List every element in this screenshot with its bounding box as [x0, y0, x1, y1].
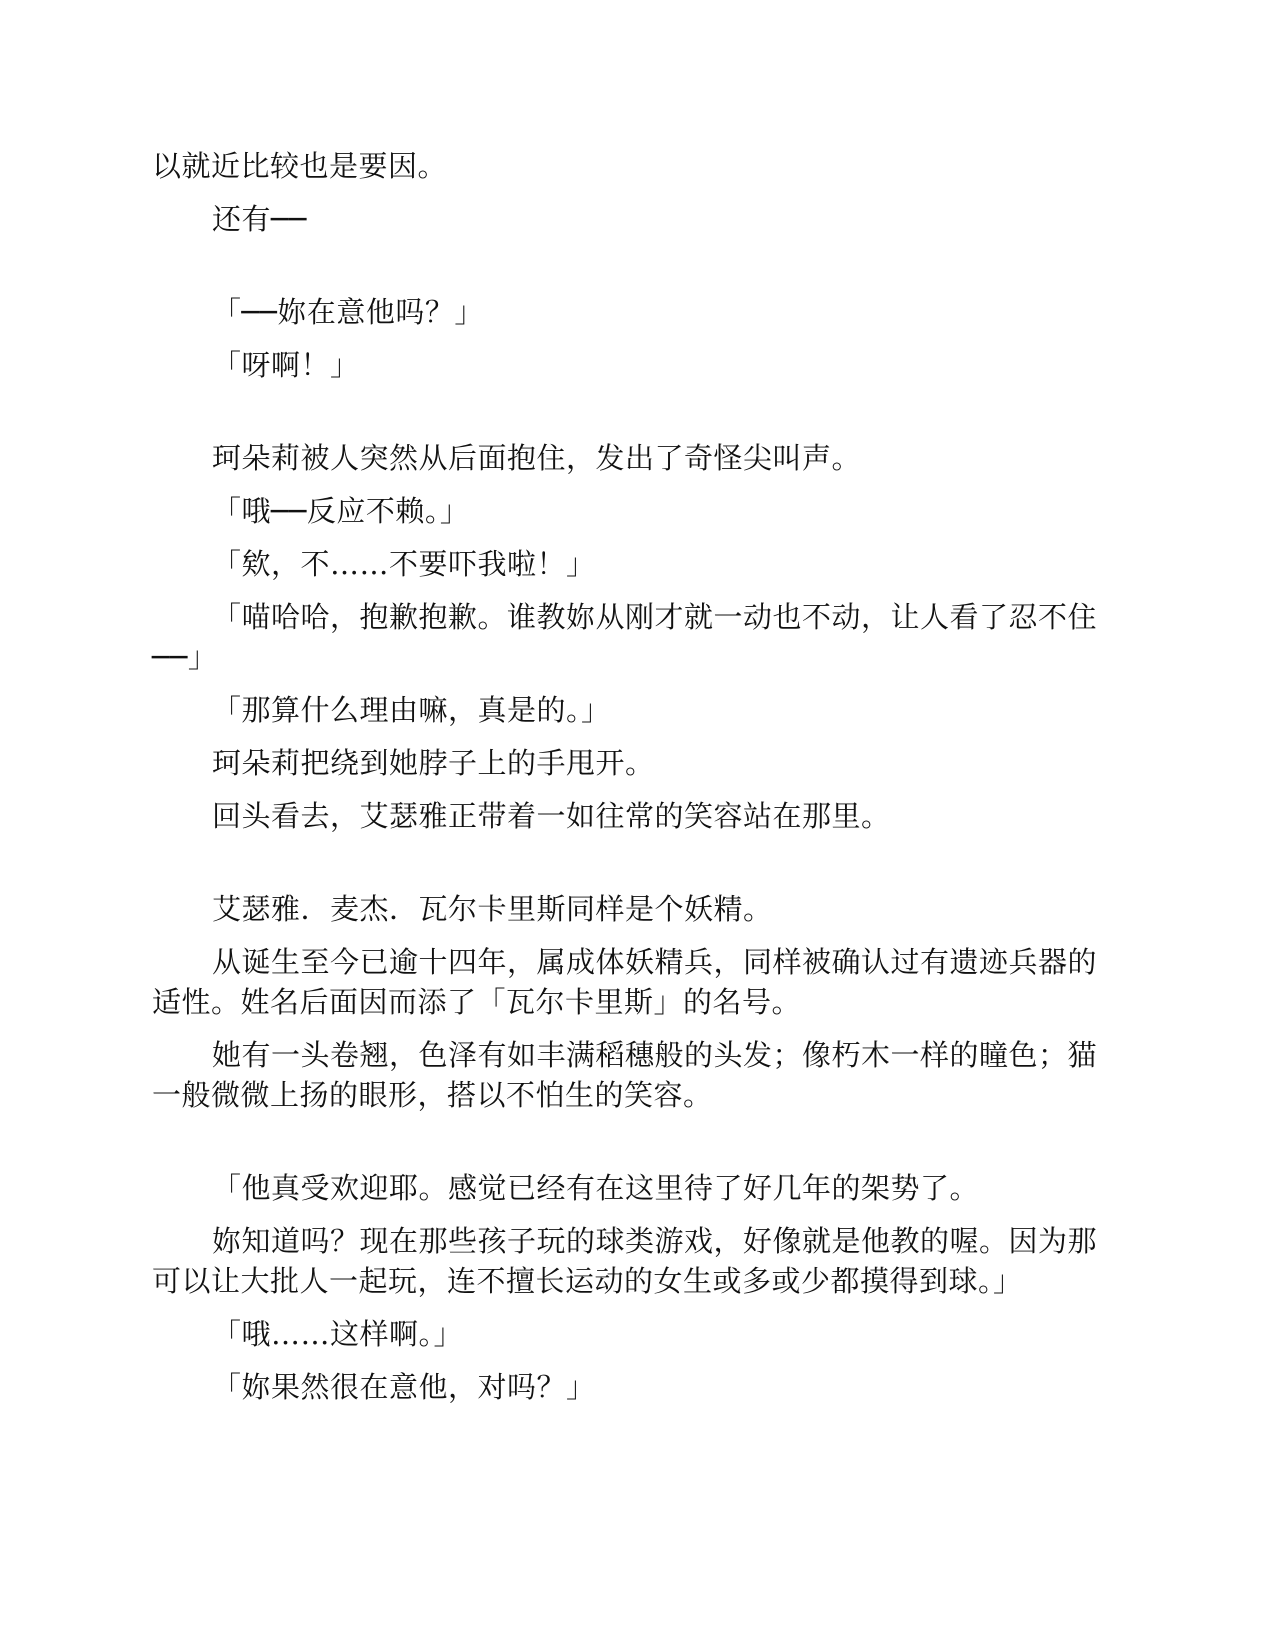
dialogue-line: 「那算什么理由嘛，真是的。」	[212, 693, 611, 727]
dialogue-line: 「──妳在意他吗？」	[212, 295, 484, 329]
section-break	[152, 239, 1120, 292]
section-break	[152, 836, 1120, 889]
dialogue-line: 「他真受欢迎耶。感觉已经有在这里待了好几年的架势了。	[212, 1171, 980, 1205]
dialogue-line: 「喵哈哈，抱歉抱歉。谁教妳从刚才就一动也不动，让人看了忍不住──」	[152, 600, 1098, 674]
dialogue-line: 「欸，不……不要吓我啦！」	[212, 547, 596, 581]
paragraph: 她有一头卷翘，色泽有如丰满稻穗般的头发；像朽木一样的瞳色；猫一般微微上扬的眼形，搭以不怕生的笑容。	[152, 1038, 1098, 1112]
dialogue-line: 「呀啊！」	[212, 348, 360, 382]
section-break	[152, 1115, 1120, 1168]
dialogue-line: 妳知道吗？现在那些孩子玩的球类游戏，好像就是他教的喔。因为那可以让大批人一起玩，连不擅长运动的女生或多或少都摸得到球。」	[152, 1224, 1098, 1298]
paragraph: 珂朵莉把绕到她脖子上的手甩开。	[212, 746, 655, 780]
dialogue-line: 「妳果然很在意他，对吗？」	[212, 1370, 596, 1404]
paragraph: 回头看去，艾瑟雅正带着一如往常的笑容站在那里。	[212, 799, 891, 833]
paragraph: 还有──	[212, 202, 307, 236]
paragraph: 从诞生至今已逾十四年，属成体妖精兵，同样被确认过有遗迹兵器的适性。姓名后面因而添了「瓦尔卡里斯」的名号。	[152, 945, 1098, 1019]
paragraph: 艾瑟雅．麦杰．瓦尔卡里斯同样是个妖精。	[212, 892, 773, 926]
body-text	[152, 146, 1120, 1407]
paragraph: 珂朵莉被人突然从后面抱住，发出了奇怪尖叫声。	[212, 441, 862, 475]
section-break	[152, 385, 1120, 438]
dialogue-line: 「哦──反应不赖。」	[212, 494, 470, 528]
paragraph: 以就近比较也是要因。	[152, 149, 448, 183]
dialogue-line: 「哦……这样啊。」	[212, 1317, 464, 1351]
